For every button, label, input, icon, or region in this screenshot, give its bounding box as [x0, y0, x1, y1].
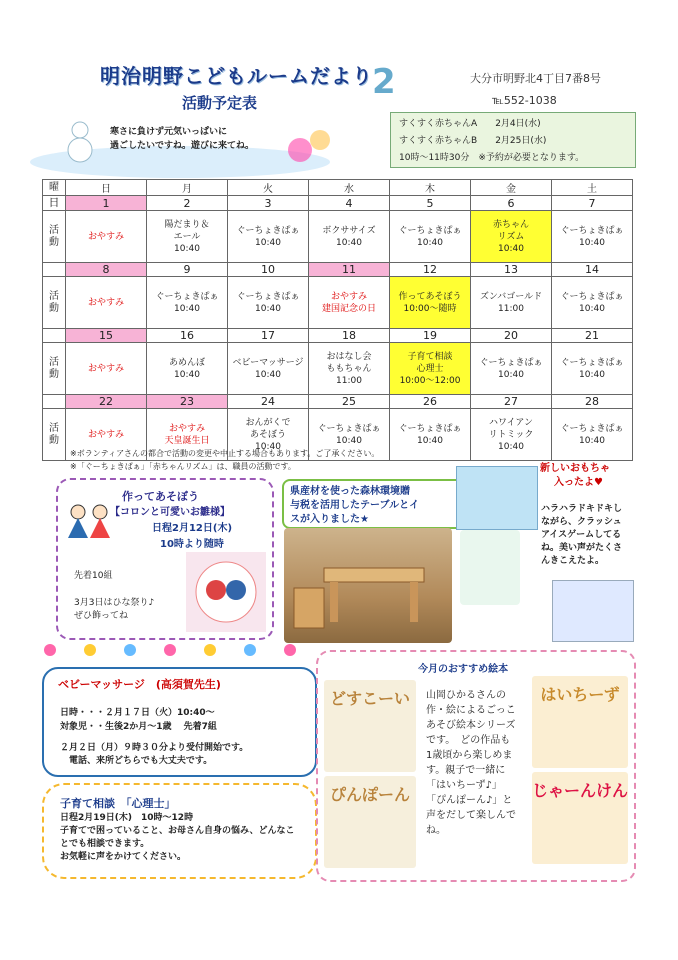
newsletter-title: 明治明野こどもルームだより	[100, 64, 373, 88]
calendar-date: 28	[552, 395, 633, 409]
calendar-date: 8	[66, 263, 147, 277]
weekday-header: 土	[552, 180, 633, 196]
make-play-date: 日程2月12日(木)	[152, 523, 233, 534]
calendar-activity: 赤ちゃん リズム 10:40	[471, 211, 552, 263]
book-jaanken: じゃーんけん	[532, 772, 628, 864]
new-toy-text: ハラハラドキドキし ながら、クラッシュ アイスゲームしてる ね。美い声がたくさ んきこえたよ。	[541, 504, 623, 566]
weekday-header: 木	[390, 180, 471, 196]
calendar-activity: ぐーちょきぱぁ 10:40	[228, 277, 309, 329]
sukusuku-time: 10時～11時30分 ※予約が必要となります。	[399, 153, 585, 163]
calendar-activity: 子育て相談 心理士 10:00～12:00	[390, 343, 471, 395]
flower-divider-icon	[30, 636, 330, 662]
toy-box-photo	[456, 466, 538, 530]
calendar-date: 21	[552, 329, 633, 343]
calendar-date: 9	[147, 263, 228, 277]
calendar-date: 14	[552, 263, 633, 277]
activity-label: 活 動	[43, 277, 66, 329]
calendar-activity: ぐーちょきぱぁ 10:40	[552, 343, 633, 395]
books-description: 山岡ひかるさんの 作・絵によるごっこ あそび絵本シリーズ です。 どの作品も 1歳頃から楽しめま す。親子で一緒に 「はいちーず♪」 「ぴんぽーん♪」と 声をだして楽しんで ね。	[426, 690, 516, 836]
toy-photo	[460, 530, 520, 605]
activity-calendar	[42, 179, 633, 461]
weekday-header: 水	[309, 180, 390, 196]
sukusuku-b: すくすく赤ちゃんB 2月25日(水)	[399, 136, 547, 146]
day-label	[43, 395, 66, 409]
day-label	[43, 329, 66, 343]
hina-dolls-icon	[64, 500, 114, 540]
sukusuku-info-box	[390, 112, 636, 168]
calendar-date: 27	[471, 395, 552, 409]
sukusuku-a: すくすく赤ちゃんA 2月4日(水)	[399, 119, 541, 129]
calendar-activity: ハワイアン リトミック 10:40	[471, 409, 552, 461]
make-play-time: 10時より随時	[160, 539, 224, 550]
calendar-date: 4	[309, 196, 390, 211]
make-play-note: 3月3日はひな祭り♪ ぜひ飾ってね	[74, 598, 155, 621]
activity-label: 活 動	[43, 409, 66, 461]
month-number: 2	[372, 62, 396, 102]
make-play-capacity: 先着10組	[74, 571, 113, 581]
calendar-date: 23	[147, 395, 228, 409]
activity-label: 活 動	[43, 343, 66, 395]
wooden-table-icon	[284, 528, 452, 643]
calendar-activity: おやすみ	[66, 343, 147, 395]
calendar-activity: おはなし会 ももちゃん 11:00	[309, 343, 390, 395]
calendar-activity: おやすみ 天皇誕生日	[147, 409, 228, 461]
calendar-date: 7	[552, 196, 633, 211]
weekday-header: 日	[66, 180, 147, 196]
activity-label: 活 動	[43, 211, 66, 263]
calendar-date: 16	[147, 329, 228, 343]
weekday-header: 月	[147, 180, 228, 196]
calendar-activity: おやすみ	[66, 409, 147, 461]
calendar-date: 26	[390, 395, 471, 409]
calendar-date: 3	[228, 196, 309, 211]
baby-massage-details: 日時・・・２月１７日（火）10:40～ 対象児・・生後2か月～1歳 先着7組	[60, 708, 217, 732]
furniture-photo	[284, 528, 452, 643]
calendar-date: 10	[228, 263, 309, 277]
calendar-date: 22	[66, 395, 147, 409]
calendar-date: 5	[390, 196, 471, 211]
calendar-activity: ボクササイズ 10:40	[309, 211, 390, 263]
calendar-activity: ぐーちょきぱぁ 10:40	[390, 211, 471, 263]
book-pinpon: ぴんぽーん	[324, 776, 416, 868]
books-title: 今月のおすすめ絵本	[418, 664, 509, 675]
calendar-activity: おやすみ 建国記念の日	[309, 277, 390, 329]
calendar-date: 13	[471, 263, 552, 277]
calendar-activity: 作ってあそぼう 10:00～随時	[390, 277, 471, 329]
weekday-header: 火	[228, 180, 309, 196]
furniture-caption-board: 県産材を使った森林環境贈 与税を活用したテーブルとイ スが入りました★	[282, 479, 482, 529]
calendar-date: 12	[390, 263, 471, 277]
calendar-activity: あめんぼ 10:40	[147, 343, 228, 395]
calendar-activity: おやすみ	[66, 211, 147, 263]
calendar-activity: ぐーちょきぱぁ 10:40	[390, 409, 471, 461]
calendar-activity: ぐーちょきぱぁ 10:40	[471, 343, 552, 395]
calendar-activity: ぐーちょきぱぁ 10:40	[552, 409, 633, 461]
calendar-activity: ぐーちょきぱぁ 10:40	[309, 409, 390, 461]
header-note: 寒さに負けず元気いっぱいに 過ごしたいですね。遊びに来てね。	[110, 127, 255, 151]
calendar-date: 20	[471, 329, 552, 343]
calendar-activity: ぐーちょきぱぁ 10:40	[147, 277, 228, 329]
calendar-date: 15	[66, 329, 147, 343]
make-play-title: 作ってあそぼう	[122, 490, 199, 503]
calendar-activity: 陽だまり＆ エール 10:40	[147, 211, 228, 263]
telephone: ℡552-1038	[492, 94, 557, 107]
hina-craft-photo	[186, 552, 266, 632]
calendar-activity: おやすみ	[66, 277, 147, 329]
crash-ice-game-photo	[552, 580, 634, 642]
calendar-date: 24	[228, 395, 309, 409]
calendar-date: 18	[309, 329, 390, 343]
address-block	[470, 68, 601, 112]
book-haicheese: はいちーず	[532, 676, 628, 768]
calendar-activity: ぐーちょきぱぁ 10:40	[552, 211, 633, 263]
calendar-date: 2	[147, 196, 228, 211]
make-play-subtitle: 【コロンと可愛いお雛様】	[110, 507, 230, 518]
calendar-activity: ぐーちょきぱぁ 10:40	[228, 211, 309, 263]
baby-massage-title: ベビーマッサージ (高須賀先生)	[58, 678, 221, 691]
consultation-body: 日程2月19日(木) 10時～12時 子育てで困っていること、お母さん自身の悩み、どんなこ とでも相談できます。 お気軽に声をかけてください。	[60, 813, 295, 862]
weekday-header: 金	[471, 180, 552, 196]
calendar-date: 17	[228, 329, 309, 343]
book-dosukoi: どすこーい	[324, 680, 416, 772]
calendar-date: 19	[390, 329, 471, 343]
newsletter-subtitle: 活動予定表	[182, 94, 258, 112]
calendar-footnotes: ※ボランティアさんの都合で活動の変更や中止する場合もあります。ご了承ください。 ※「ぐーちょきぱぁ」「赤ちゃんリズム」は、職員の活動です。	[70, 449, 380, 471]
new-toy-title: 新しいおもちゃ 入ったよ♥	[540, 463, 610, 488]
weekday-label: 曜	[43, 180, 66, 196]
calendar-activity: ズンバゴールド 11:00	[471, 277, 552, 329]
calendar-date: 1	[66, 196, 147, 211]
calendar-date: 11	[309, 263, 390, 277]
consultation-title: 子育て相談 「心理士」	[60, 797, 176, 810]
calendar-activity: ベビーマッサージ 10:40	[228, 343, 309, 395]
baby-massage-registration: ２月２日（月）９時３０分より受付開始です。 電話、来所どちらでも大丈夫です。	[60, 743, 249, 766]
calendar-date: 6	[471, 196, 552, 211]
calendar-activity: ぐーちょきぱぁ 10:40	[552, 277, 633, 329]
day-label: 日	[43, 196, 66, 211]
calendar-date: 25	[309, 395, 390, 409]
address: 大分市明野北4丁目7番8号	[470, 72, 601, 85]
calendar-activity: おんがくで あそぼう 10:40	[228, 409, 309, 461]
day-label	[43, 263, 66, 277]
